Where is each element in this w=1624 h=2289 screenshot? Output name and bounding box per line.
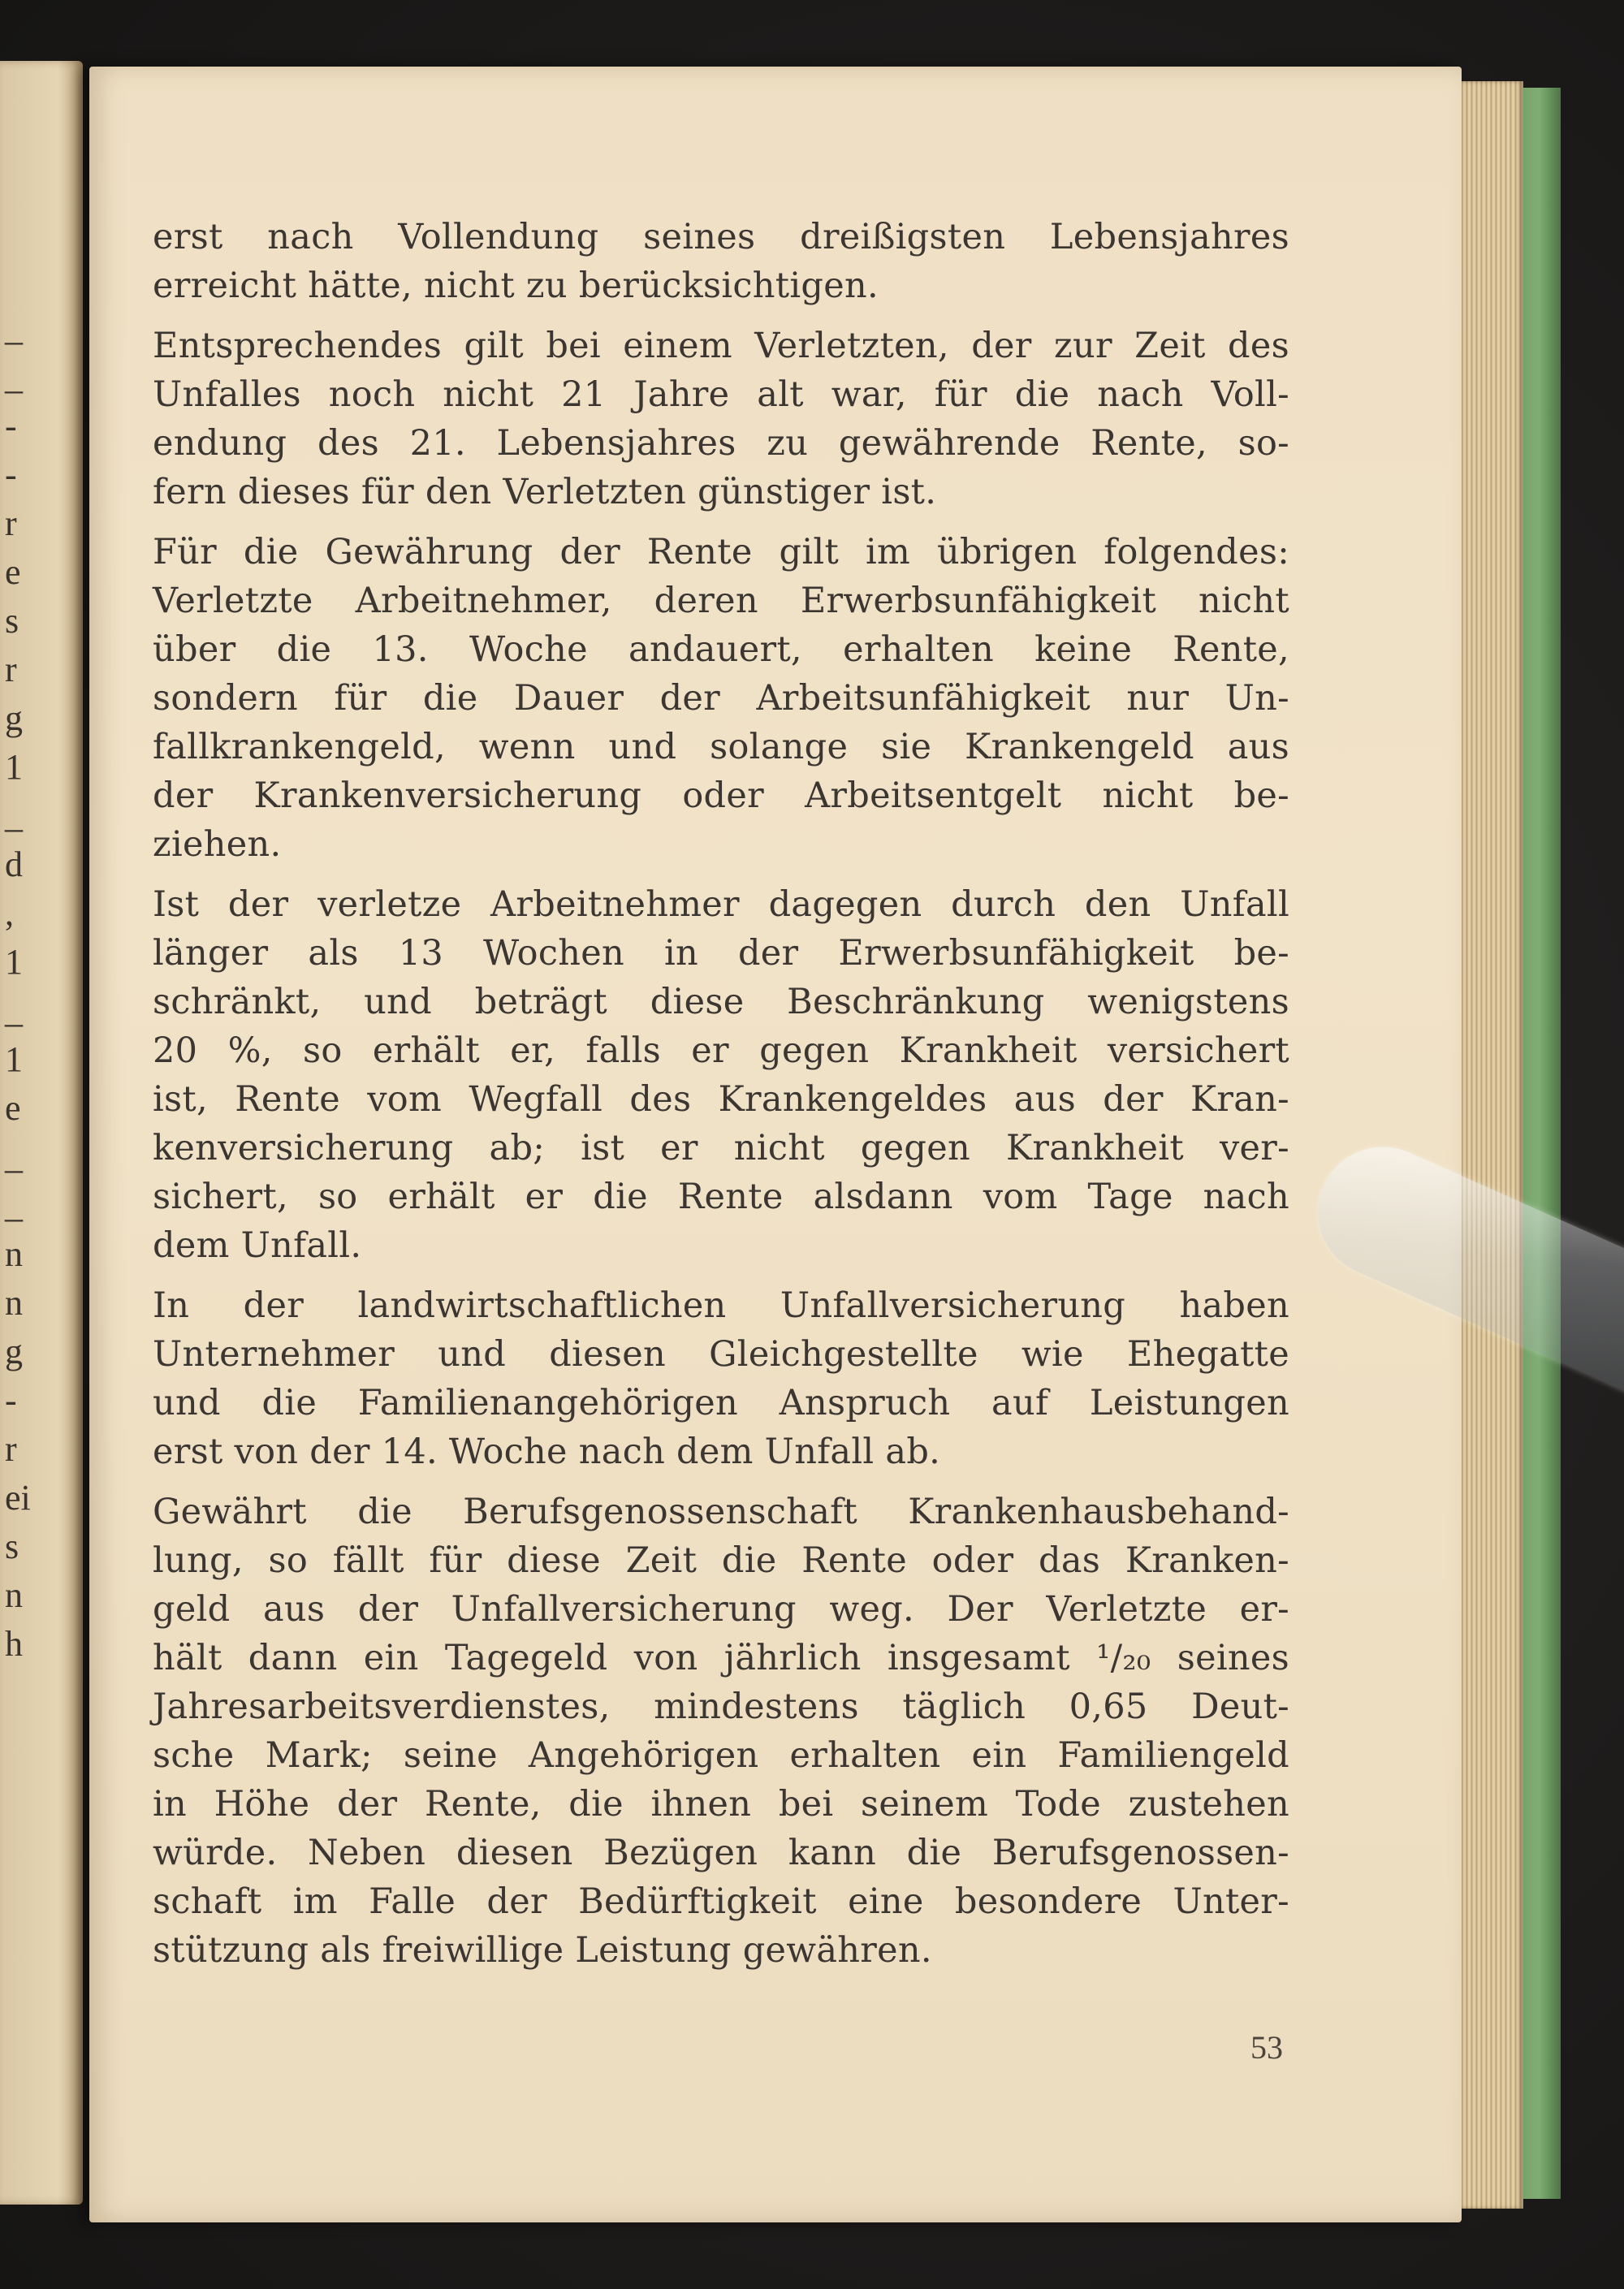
left-edge-char: g	[5, 1332, 23, 1371]
left-edge-char: 1	[5, 747, 23, 787]
text-line: würde. Neben diesen Bezügen kann die Berufsgenossen-	[153, 1833, 1289, 1873]
text-line: fallkrankengeld, wenn und solange sie Krankengeld aus	[153, 727, 1289, 767]
text-line: über die 13. Woche andauert, erhalten keine Rente,	[153, 629, 1289, 670]
text-line: fern dieses für den Verletzten günstiger ist.	[153, 472, 937, 512]
text-line: ist, Rente vom Wegfall des Krankengeldes aus der Kran-	[153, 1079, 1289, 1120]
left-edge-char: e	[5, 552, 21, 592]
paragraph	[153, 322, 1289, 516]
left-edge-char: -	[5, 455, 17, 495]
text-line: Gewährt die Berufsgenossenschaft Krankenhausbehand-	[153, 1492, 1289, 1532]
paragraph	[153, 213, 1289, 310]
text-line: Verletzte Arbeitnehmer, deren Erwerbsunfähigkeit nicht	[153, 581, 1289, 621]
paragraph	[153, 1281, 1289, 1476]
page-stack-edge	[1453, 81, 1523, 2209]
left-edge-char: g	[5, 698, 23, 738]
left-edge-char: n	[5, 1575, 23, 1615]
left-edge-char: _	[5, 1186, 23, 1225]
left-edge-char: 1	[5, 1039, 23, 1079]
text-line: erst nach Vollendung seines dreißigsten Lebensjahres	[153, 217, 1289, 257]
left-edge-char: _	[5, 1137, 23, 1177]
left-edge-char: r	[5, 503, 17, 543]
text-line: geld aus der Unfallversicherung weg. Der Verletzte er-	[153, 1589, 1289, 1630]
left-edge-char: h	[5, 1624, 23, 1664]
left-edge-char: _	[5, 796, 23, 836]
text-line: kenversicherung ab; ist er nicht gegen Krankheit ver-	[153, 1128, 1289, 1168]
text-line: sondern für die Dauer der Arbeitsunfähigkeit nur Un-	[153, 678, 1289, 719]
paragraph	[153, 880, 1289, 1270]
text-line: Entsprechendes gilt bei einem Verletzten, der zur Zeit des	[153, 326, 1289, 366]
text-line: lung, so fällt für diese Zeit die Rente oder das Kranken-	[153, 1540, 1289, 1581]
text-line: schränkt, und beträgt diese Beschränkung wenigstens	[153, 982, 1289, 1022]
paragraph	[153, 528, 1289, 869]
left-edge-char: s	[5, 1527, 19, 1566]
left-edge-char: s	[5, 601, 19, 641]
text-line: der Krankenversicherung oder Arbeitsentgelt nicht be-	[153, 775, 1289, 816]
left-edge-char: _	[5, 357, 23, 397]
text-line: hält dann ein Tagegeld von jährlich insgesamt ¹/₂₀ seines	[153, 1638, 1289, 1678]
left-edge-char: n	[5, 1234, 23, 1274]
left-edge-char: r	[5, 1429, 17, 1469]
text-line: sichert, so erhält er die Rente alsdann vom Tage nach	[153, 1177, 1289, 1217]
left-edge-char: e	[5, 1088, 21, 1128]
text-line: erst von der 14. Woche nach dem Unfall ab.	[153, 1432, 941, 1472]
text-line: Ist der verletze Arbeitnehmer dagegen durch den Unfall	[153, 884, 1289, 925]
text-line: stützung als freiwillige Leistung gewähren.	[153, 1930, 932, 1971]
page-number: 53	[1250, 2029, 1283, 2066]
text-line: in Höhe der Rente, die ihnen bei seinem Tode zustehen	[153, 1784, 1289, 1825]
left-edge-char: -	[5, 1380, 17, 1420]
text-line: 20 %, so erhält er, falls er gegen Krankheit versichert	[153, 1030, 1289, 1071]
text-line: Für die Gewährung der Rente gilt im übrigen folgendes:	[153, 532, 1289, 572]
left-edge-char: ei	[5, 1478, 31, 1518]
text-line: Jahresarbeitsverdienstes, mindestens täglich 0,65 Deut-	[153, 1687, 1289, 1727]
left-page-edge-text	[5, 304, 37, 1669]
paragraph	[153, 1488, 1289, 1975]
left-edge-char: -	[5, 406, 17, 446]
text-line: sche Mark; seine Angehörigen erhalten ein Familiengeld	[153, 1735, 1289, 1776]
page-body-text	[153, 213, 1289, 1986]
text-line: endung des 21. Lebensjahres zu gewährende Rente, so-	[153, 423, 1289, 464]
text-line: Unfalles noch nicht 21 Jahre alt war, für die nach Voll-	[153, 374, 1289, 415]
left-page-edge	[0, 61, 83, 2205]
text-line: länger als 13 Wochen in der Erwerbsunfähigkeit be-	[153, 933, 1289, 974]
left-edge-char: _	[5, 309, 23, 348]
left-edge-char: n	[5, 1283, 23, 1323]
text-line: Unternehmer und diesen Gleichgestellte wie Ehegatte	[153, 1334, 1289, 1375]
left-edge-char: d	[5, 844, 23, 884]
text-line: und die Familienangehörigen Anspruch auf Leistungen	[153, 1383, 1289, 1423]
text-line: schaft im Falle der Bedürftigkeit eine besondere Unter-	[153, 1881, 1289, 1922]
text-line: In der landwirtschaftlichen Unfallversicherung haben	[153, 1285, 1289, 1326]
left-edge-char: 1	[5, 942, 23, 982]
text-line: ziehen.	[153, 824, 282, 865]
left-edge-char: ,	[5, 893, 14, 933]
text-line: erreicht hätte, nicht zu berücksichtigen.	[153, 266, 879, 306]
left-edge-char: _	[5, 991, 23, 1030]
left-edge-char: r	[5, 650, 17, 689]
text-line: dem Unfall.	[153, 1225, 362, 1266]
